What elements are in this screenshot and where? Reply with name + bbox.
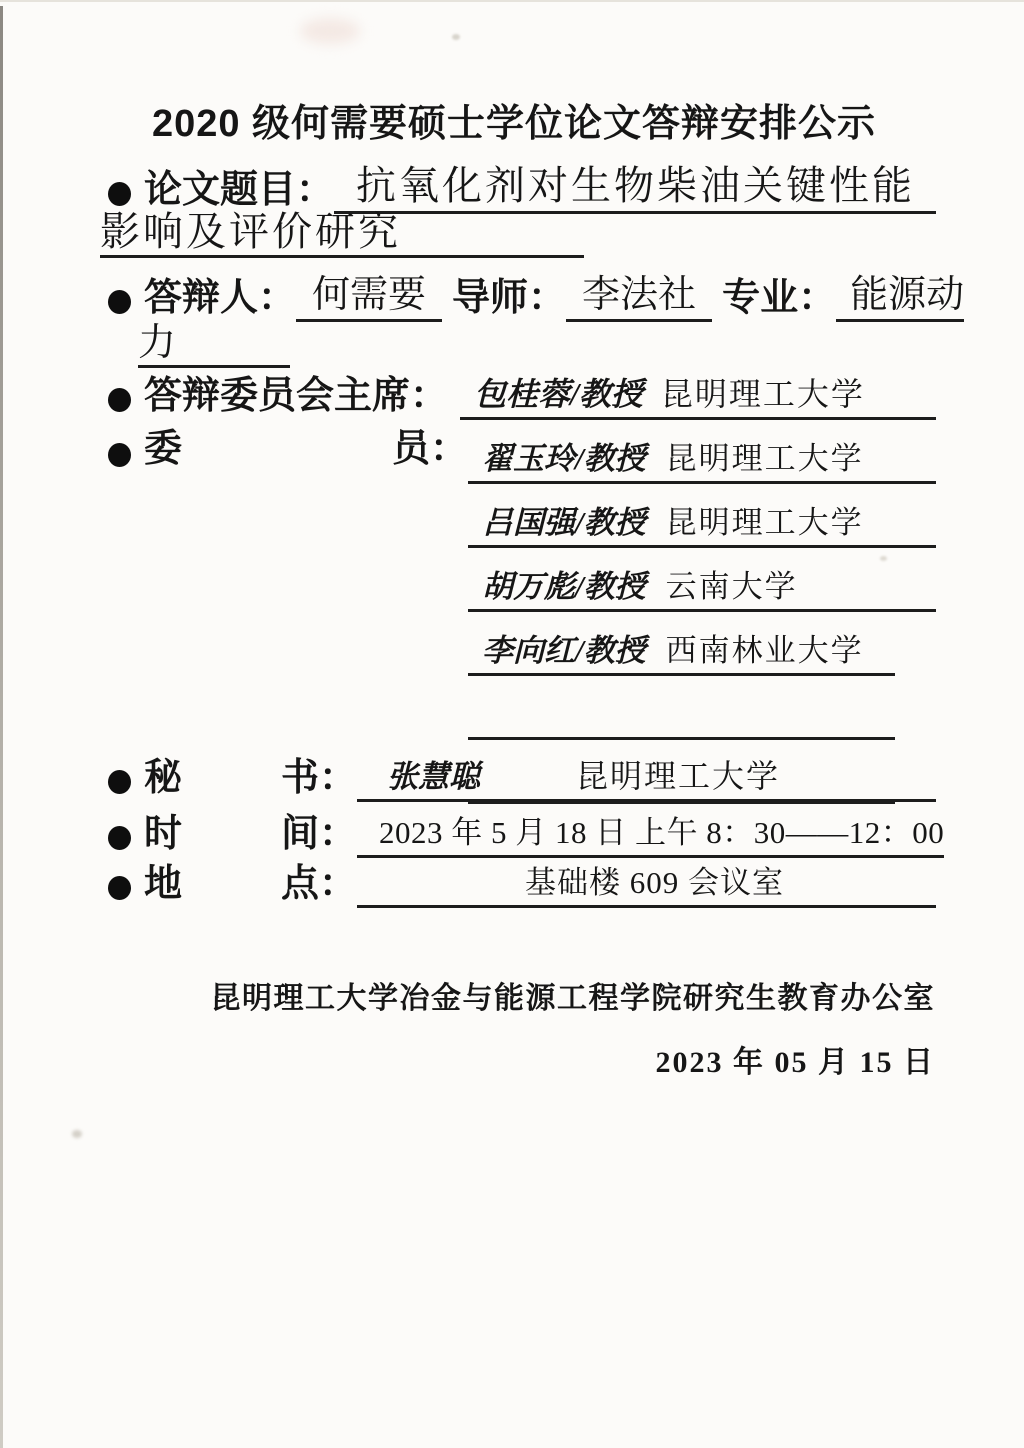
member-name: 翟玉玲/教授 [482,441,646,476]
defender-label: 答辩人： [144,277,297,319]
place-row [100,862,936,908]
secretary-label-char1: 秘 [144,757,183,799]
scan-edge-artifact [0,0,1024,2]
place-label-char1: 地 [144,863,183,905]
thesis-title-label: 论文题目： [144,169,335,211]
thesis-title-row [100,160,936,214]
secretary-name: 张慧聪 [387,759,480,794]
chair-affiliation: 昆明理工大学 [660,376,865,412]
major-row-continued [100,322,936,368]
member-name: 胡万彪/教授 [482,569,646,604]
member-name: 李向红/教授 [482,633,646,668]
scan-speck-artifact [72,1130,82,1138]
major-label: 专业： [722,277,837,319]
member-affiliation: 昆明理工大学 [665,441,864,476]
advisor-name: 李法社 [566,276,712,322]
bullet-icon [108,290,131,314]
secretary-label [144,759,357,802]
committee-blank-line [468,676,895,740]
bullet-icon [108,182,131,206]
time-row [100,810,945,858]
chair-value [460,378,936,420]
member-affiliation: 云南大学 [665,569,798,604]
thesis-title-value-line1: 抗氧化剂对生物柴油关键性能 [334,166,936,214]
footer-office: 昆明理工大学冶金与能源工程学院研究生教育办公室 [210,982,935,1015]
scan-speck-artifact [300,18,360,44]
committee-member-row [468,420,936,484]
bullet-icon [108,770,131,794]
place-value-line [357,867,936,908]
defender-row [100,270,965,322]
secretary-value [357,760,936,802]
advisor-label: 导师： [452,277,567,319]
bullet-icon [108,388,131,412]
time-value: 2023 年 5 月 18 日 上午 8：30——12：00 [379,815,945,850]
scan-edge-artifact [0,6,3,1448]
committee-label-yuan: 员： [391,428,468,470]
time-label [144,815,357,858]
place-label-char2: 点： [280,863,357,905]
place-value: 基础楼 609 会议室 [525,865,784,900]
committee-member-row [468,612,895,676]
committee-member-list [468,420,936,804]
committee-member-row [468,484,936,548]
major-value-line1: 能源动 [836,276,964,322]
time-label-char2: 间： [280,813,357,855]
committee-section [100,420,936,804]
member-affiliation: 昆明理工大学 [665,505,864,540]
chair-row [100,374,936,420]
time-value-line [357,817,944,858]
secretary-row [100,754,936,802]
member-affiliation: 西南林业大学 [665,633,864,668]
thesis-title-row-continued [100,209,936,258]
bullet-icon [108,826,131,850]
scan-speck-artifact [452,34,460,40]
secretary-label-char2: 书： [280,757,357,799]
defender-name: 何需要 [296,276,442,322]
footer-date: 2023 年 05 月 15 日 [655,1046,935,1079]
chair-name: 包桂蓉/教授 [474,376,643,412]
place-label [144,865,357,908]
major-value-line2: 力 [138,324,290,368]
bullet-icon [108,876,131,900]
secretary-affiliation: 昆明理工大学 [576,758,781,794]
committee-label [100,420,468,474]
committee-member-row [468,548,936,612]
committee-label-text [144,430,468,474]
thesis-title-value-line2: 影响及评价研究 [100,212,584,258]
committee-label-wei: 委 [144,428,183,470]
chair-label: 答辩委员会主席： [144,375,449,417]
page-title: 2020 级何需要硕士学位论文答辩安排公示 [151,103,877,145]
time-label-char1: 时 [144,813,183,855]
member-name: 吕国强/教授 [482,505,646,540]
bullet-icon [108,443,131,467]
